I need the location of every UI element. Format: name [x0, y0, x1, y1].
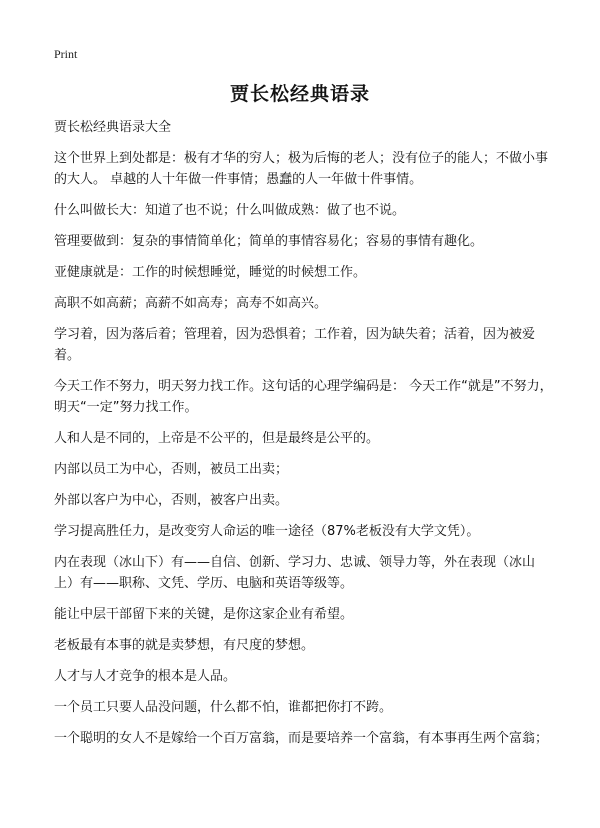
quote-paragraph-13: 能让中层干部留下来的关键，是你这家企业有希望。 — [54, 607, 354, 622]
quote-paragraph-10: 外部以客户为中心，否则，被客户出卖。 — [54, 493, 289, 508]
quote-paragraph-14: 老板最有本事的就是卖梦想，有尺度的梦想。 — [54, 638, 315, 653]
quote-paragraph-12: 内在表现（冰山下）有——自信、创新、学习力、忠诚、领导力等，外在表现（冰山上）有——职称、文凭、学历、电脑和英语等级等。 — [54, 555, 536, 591]
quote-paragraph-5: 高职不如高薪；高薪不如高寿；高寿不如高兴。 — [54, 296, 328, 311]
quote-paragraph-8: 人和人是不同的，上帝是不公平的，但是最终是公平的。 — [54, 431, 380, 446]
quote-paragraph-17: 一个聪明的女人不是嫁给一个百万富翁，而是要培养一个富翁，有本事再生两个富翁； — [54, 731, 549, 746]
quote-paragraph-9: 内部以员工为中心，否则，被员工出卖； — [54, 462, 289, 477]
print-link[interactable]: Print — [54, 47, 78, 61]
quote-paragraph-3: 管理要做到：复杂的事情简单化；简单的事情容易化；容易的事情有趣化。 — [54, 234, 484, 249]
page-title: 贾长松经典语录 — [229, 83, 370, 105]
quote-paragraph-11: 学习提高胜任力，是改变穷人命运的唯一途径（87%老板没有大学文凭）。 — [54, 524, 480, 539]
article-subtitle: 贾长松经典语录大全 — [54, 120, 172, 135]
quote-paragraph-16: 一个员工只要人品没问题，什么都不怕，谁都把你打不跨。 — [54, 700, 393, 715]
quote-paragraph-7: 今天工作不努力，明天努力找工作。这句话的心理学编码是： 今天工作“就是”不努力，明天“一定”努力找工作。 — [54, 379, 553, 415]
quote-paragraph-6: 学习着，因为落后着；管理着，因为恐惧着；工作着，因为缺失着；活着，因为被爱着。 — [54, 327, 536, 363]
quote-paragraph-4: 亚健康就是：工作的时候想睡觉，睡觉的时候想工作。 — [54, 265, 367, 280]
quote-paragraph-1: 这个世界上到处都是：极有才华的穷人；极为后悔的老人；没有位子的能人；不做小事的大人。 卓越的人十年做一件事情；愚蠢的人一年做十件事情。 — [54, 151, 549, 187]
quote-paragraph-15: 人才与人才竞争的根本是人品。 — [54, 669, 237, 684]
article-body — [54, 117, 554, 759]
quote-paragraph-2: 什么叫做长大：知道了也不说；什么叫做成熟：做了也不说。 — [54, 203, 406, 218]
